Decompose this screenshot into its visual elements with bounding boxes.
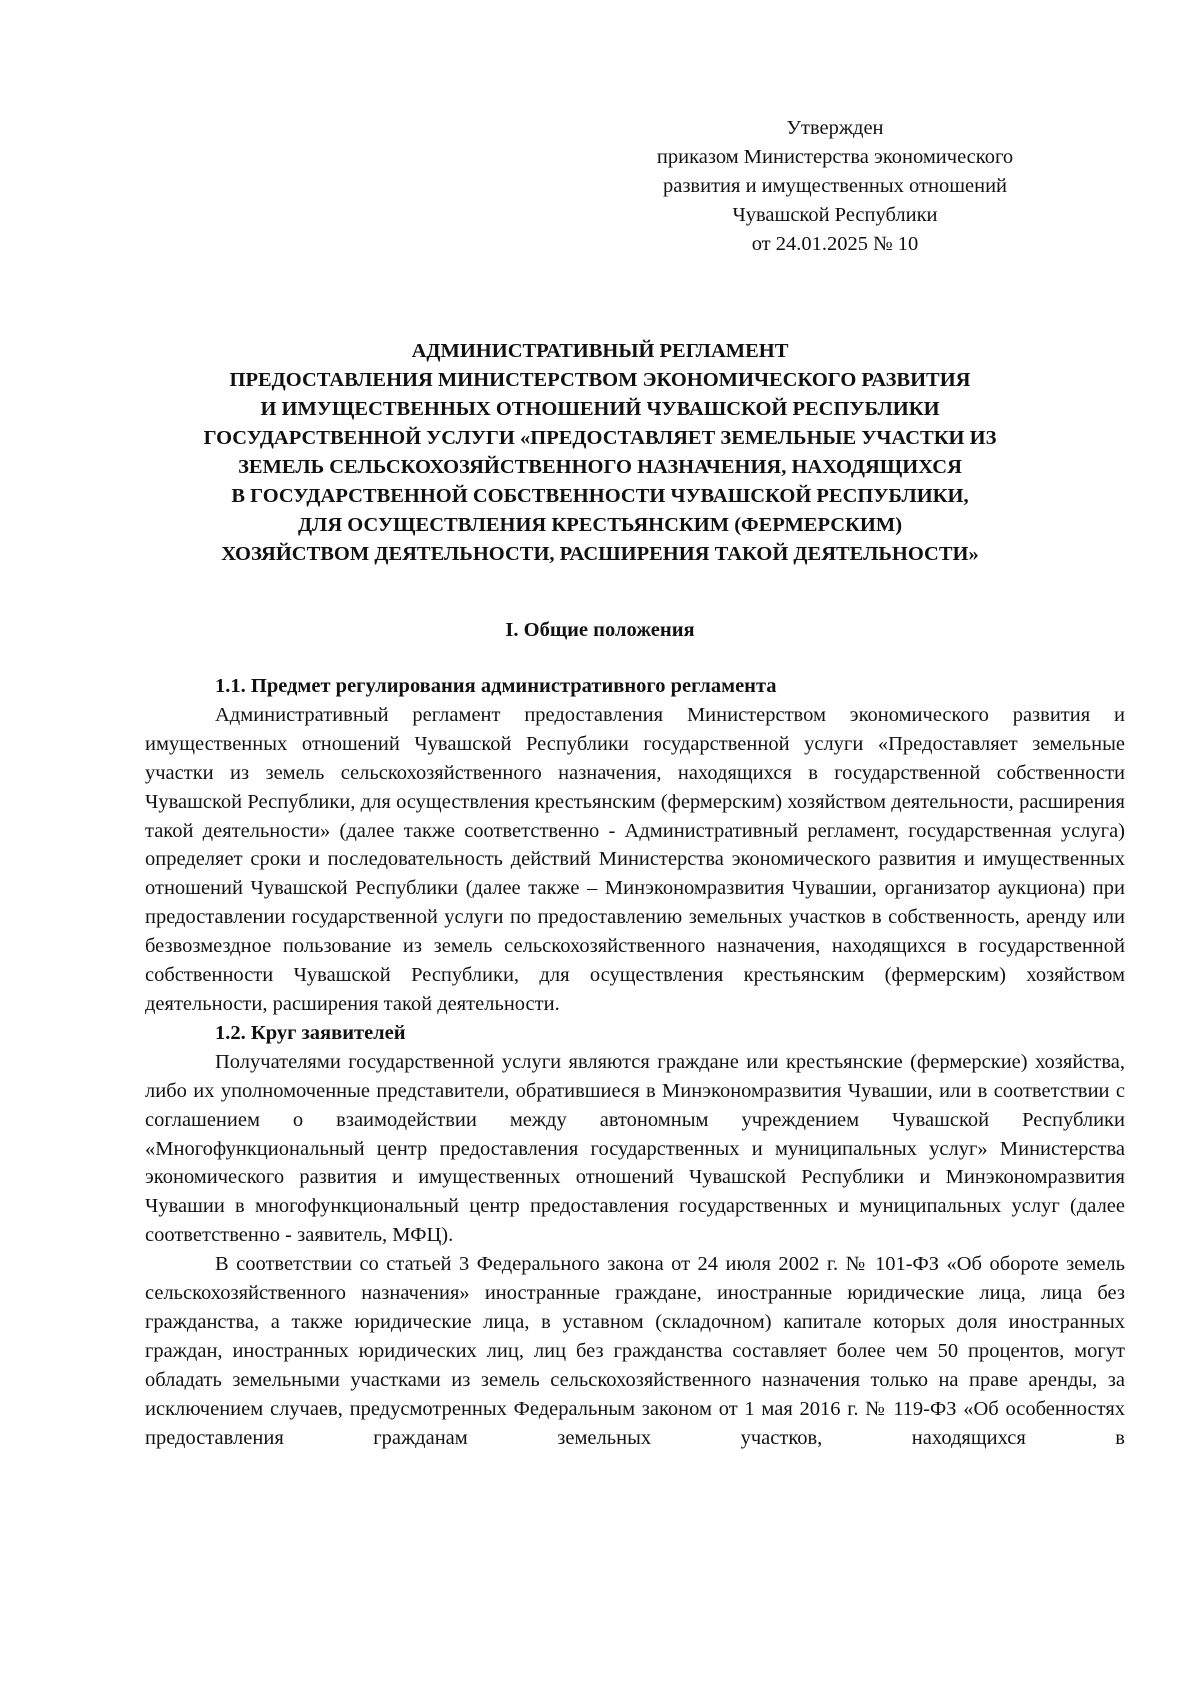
approval-line: Чувашской Республики bbox=[732, 204, 938, 226]
title-line: ПРЕДОСТАВЛЕНИЯ МИНИСТЕРСТВОМ ЭКОНОМИЧЕСКОГО РАЗВИТИЯ bbox=[229, 369, 971, 391]
paragraph: Административный регламент предоставления Министерством экономического развития и имущественных отношений Чувашской Республики государственной услуги «Предоставляет земельные участки из земель сельскохозяйственного назначения, находящихся в государственной собственности Чувашской Республики, для осуществления крестьянским (фермерским) хозяйством деятельности, расширения такой деятельности» (далее также соответственно - Административный регламент, государственная услуга) определяет сроки и последовательность действий Министерства экономического развития и имущественных отношений Чувашской Республики (далее также – Минэкономразвития Чувашии, организатор аукциона) при предоставлении государственной услуги по предоставлению земельных участков в собственность, аренду или безвозмездное пользование из земель сельскохозяйственного назначения, находящихся в государственной собственности Чувашской Республики, для осуществления крестьянским (фермерским) хозяйством деятельности, расширения такой деятельности. bbox=[145, 703, 1125, 1015]
title-line: ХОЗЯЙСТВОМ ДЕЯТЕЛЬНОСТИ, РАСШИРЕНИЯ ТАКОЙ ДЕЯТЕЛЬНОСТИ» bbox=[221, 543, 979, 565]
section-heading: I. Общие положения bbox=[505, 619, 695, 641]
paragraph: В соответствии со статьей 3 Федерального закона от 24 июля 2002 г. № 101-ФЗ «Об обороте земель сельскохозяйственного назначения» иностранные граждане, иностранные юридические лица, лица без гражданства, а также юридические лица, в уставном (складочном) капитале которых доля иностранных граждан, иностранных юридических лиц, лиц без гражданства составляет более чем 50 процентов, могут обладать земельными участками из земель сельскохозяйственного назначения только на праве аренды, за исключением случаев, предусмотренных Федеральным законом от 1 мая 2016 г. № 119-ФЗ «Об особенностях предоставления гражданам земельных участков, находящихся в bbox=[145, 1253, 1125, 1449]
subsection-heading: 1.2. Круг заявителей bbox=[215, 1021, 406, 1044]
document-title bbox=[130, 337, 1070, 569]
title-line: ЗЕМЕЛЬ СЕЛЬСКОХОЗЯЙСТВЕННОГО НАЗНАЧЕНИЯ, НАХОДЯЩИХСЯ bbox=[238, 456, 962, 478]
title-line: В ГОСУДАРСТВЕННОЙ СОБСТВЕННОСТИ ЧУВАШСКОЙ РЕСПУБЛИКИ, bbox=[231, 485, 969, 507]
title-line: АДМИНИСТРАТИВНЫЙ РЕГЛАМЕНТ bbox=[411, 340, 789, 362]
title-line: ДЛЯ ОСУЩЕСТВЛЕНИЯ КРЕСТЬЯНСКИМ (ФЕРМЕРСКИМ) bbox=[297, 514, 903, 536]
approval-line: приказом Министерства экономического bbox=[656, 146, 1014, 168]
document-body bbox=[145, 672, 1125, 1452]
approval-stamp bbox=[620, 114, 1050, 259]
title-line: ГОСУДАРСТВЕННОЙ УСЛУГИ «ПРЕДОСТАВЛЯЕТ ЗЕМЕЛЬНЫЕ УЧАСТКИ ИЗ bbox=[203, 427, 997, 449]
paragraph: Получателями государственной услуги являются граждане или крестьянские (фермерские) хозяйства, либо их уполномоченные представители, обратившиеся в Минэкономразвития Чувашии, или в соответствии с соглашением о взаимодействии между автономным учреждением Чувашской Республики «Многофункциональный центр предоставления государственных и муниципальных услуг» Министерства экономического развития и имущественных отношений Чувашской Республики и Минэкономразвития Чувашии в многофункциональный центр предоставления государственных и муниципальных услуг (далее соответственно - заявитель, МФЦ). bbox=[145, 1050, 1125, 1247]
approval-line: развития и имущественных отношений bbox=[662, 175, 1008, 197]
title-line: И ИМУЩЕСТВЕННЫХ ОТНОШЕНИЙ ЧУВАШСКОЙ РЕСПУБЛИКИ bbox=[260, 398, 940, 420]
subsection-heading: 1.1. Предмет регулирования административного регламента bbox=[215, 675, 777, 697]
approval-line: Утвержден bbox=[786, 117, 884, 139]
approval-line: от 24.01.2025 № 10 bbox=[751, 233, 919, 255]
